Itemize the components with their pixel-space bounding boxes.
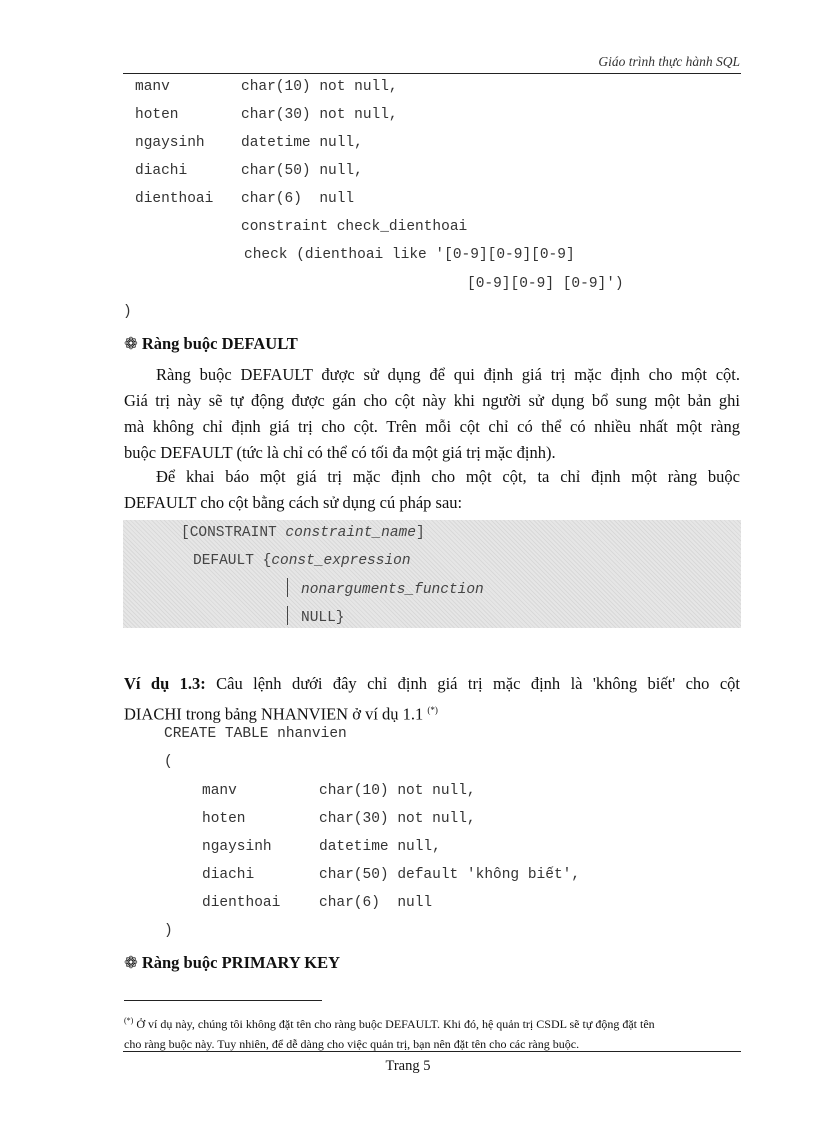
- footer-rule: [123, 1051, 741, 1052]
- paragraph-line: Giá trị này sẽ tự động được gán cho cột này khi người sử dụng bổ sung một bản ghi: [124, 391, 740, 410]
- paragraph-line: DEFAULT cho cột bằng cách sử dụng cú pháp sau:: [124, 493, 463, 512]
- code-create-table: CREATE TABLE nhanvien: [164, 726, 347, 742]
- example-label: Ví dụ 1.3:: [124, 674, 206, 693]
- code-open-paren: (: [164, 754, 173, 770]
- code-constraint-line: constraint check_dienthoai: [241, 219, 468, 235]
- code-col-name: dienthoai: [135, 191, 214, 207]
- code-col-type: char(10) not null,: [241, 79, 398, 95]
- flower-bullet-icon: ❁: [124, 334, 138, 353]
- code-closing-paren: ): [123, 304, 132, 320]
- paragraph-line: buộc DEFAULT (tức là chỉ có thể có tối đa một giá trị mặc định).: [124, 443, 556, 462]
- code-check-line-cont: [0-9][0-9] [0-9]'): [467, 276, 624, 292]
- code-col-type: char(10) not null,: [319, 783, 476, 799]
- syntax-line-null: NULL}: [301, 610, 345, 626]
- code-col-type: char(50) null,: [241, 163, 363, 179]
- example-text: DIACHI trong bảng NHANVIEN ở ví dụ 1.1: [124, 704, 424, 724]
- code-col-type: char(50) default 'không biết',: [319, 867, 581, 883]
- footnote-line: cho ràng buộc này. Tuy nhiên, để dễ dàng cho việc quản trị, bạn nên đặt tên cho các ràng buộc.: [124, 1037, 580, 1051]
- code-col-type: datetime null,: [319, 839, 441, 855]
- heading-text: Ràng buộc PRIMARY KEY: [141, 953, 341, 972]
- footnote-reference[interactable]: (*): [427, 705, 438, 715]
- running-header: Giáo trình thực hành SQL: [598, 54, 740, 69]
- page-number: Trang 5: [385, 1058, 431, 1074]
- code-col-name: dienthoai: [202, 895, 281, 911]
- example-intro: [124, 671, 740, 723]
- code-col-name: hoten: [202, 811, 246, 827]
- example-text: Câu lệnh dưới đây chỉ định giá trị mặc định là 'không biết' cho cột: [216, 674, 740, 693]
- code-col-name: diachi: [202, 867, 255, 883]
- code-col-type: datetime null,: [241, 135, 363, 151]
- footnote-marker: (*): [124, 1016, 134, 1025]
- footnote: [124, 1011, 740, 1054]
- header-rule: [123, 73, 741, 74]
- paragraph-line: [124, 697, 740, 723]
- section-heading-default: [124, 334, 298, 354]
- code-check-line: check (dienthoai like '[0-9][0-9][0-9]: [244, 247, 575, 263]
- code-col-type: char(6) null: [241, 191, 355, 207]
- footnote-rule: [124, 1000, 322, 1001]
- paragraph-line: Ràng buộc DEFAULT được sử dụng để qui định giá trị mặc định cho một cột.: [156, 365, 740, 384]
- paragraph-default-description: [124, 362, 740, 466]
- paragraph-line: Để khai báo một giá trị mặc định cho một cột, ta chỉ định một ràng buộc: [156, 467, 740, 486]
- paragraph-line: mà không chỉ định giá trị cho cột. Trên mỗi cột chỉ có thể có nhiều nhất một ràng: [124, 417, 740, 436]
- syntax-box: [123, 520, 741, 628]
- code-col-name: ngaysinh: [202, 839, 272, 855]
- code-col-name: hoten: [135, 107, 179, 123]
- code-close-paren: ): [164, 923, 173, 939]
- syntax-line-function: nonarguments_function: [301, 582, 484, 598]
- paragraph-default-syntax-intro: [124, 464, 740, 516]
- syntax-line-constraint: [CONSTRAINT constraint_name]: [181, 525, 425, 541]
- section-heading-primary-key: [124, 953, 340, 973]
- code-col-type: char(30) not null,: [241, 107, 398, 123]
- flower-bullet-icon: ❁: [124, 953, 138, 972]
- code-col-name: manv: [135, 79, 170, 95]
- code-col-name: manv: [202, 783, 237, 799]
- code-col-type: char(30) not null,: [319, 811, 476, 827]
- syntax-alternative-bar: [287, 606, 288, 625]
- footnote-line: (*) Ở ví dụ này, chúng tôi không đặt tên cho ràng buộc DEFAULT. Khi đó, hệ quản trị CSDL sẽ tự động đặt tên: [124, 1016, 655, 1031]
- syntax-alternative-bar: [287, 578, 288, 597]
- code-col-name: ngaysinh: [135, 135, 205, 151]
- code-col-name: diachi: [135, 163, 188, 179]
- code-col-type: char(6) null: [319, 895, 433, 911]
- paragraph-line: [124, 671, 740, 697]
- syntax-line-default: DEFAULT {const_expression: [193, 553, 411, 569]
- heading-text: Ràng buộc DEFAULT: [141, 334, 298, 353]
